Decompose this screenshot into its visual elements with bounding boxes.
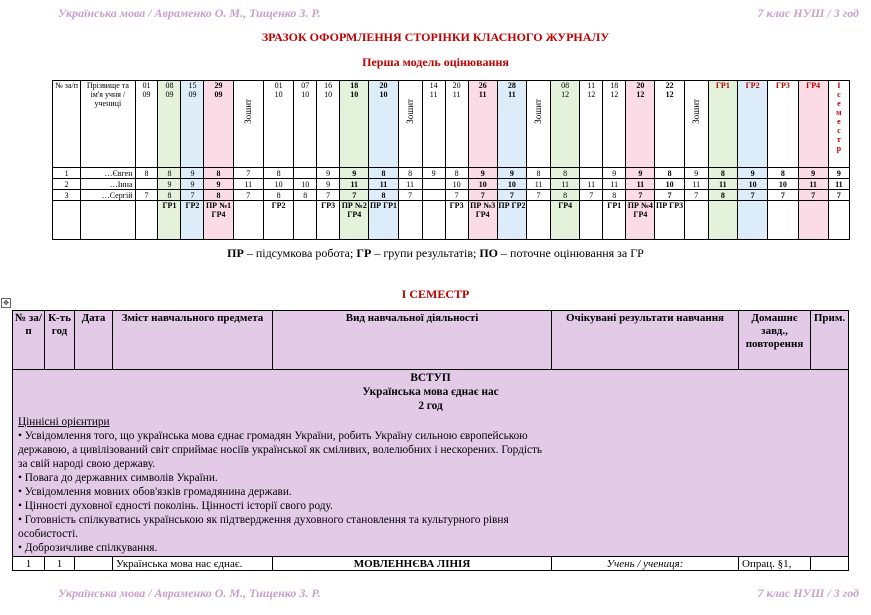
- mark-cell[interactable]: [580, 168, 603, 179]
- header-left: Українська мова / Авраменко О. М., Тищенко З. Р.: [58, 6, 321, 20]
- mark-cell[interactable]: 7: [233, 190, 263, 201]
- journal-head-col: [684, 81, 708, 168]
- mark-cell[interactable]: 8: [603, 190, 626, 201]
- lesson-hours: 1: [45, 557, 75, 571]
- section-hours: 2 год: [418, 400, 443, 412]
- mark-cell[interactable]: 7: [233, 168, 263, 179]
- group-cell: [828, 201, 849, 240]
- group-cell: ПР ГР2: [497, 201, 526, 240]
- journal-head-col: [497, 81, 526, 168]
- mark-cell[interactable]: 9: [828, 168, 849, 179]
- mark-cell[interactable]: 10: [468, 179, 497, 190]
- mark-cell[interactable]: 9: [204, 179, 233, 190]
- page-subtitle: Перша модель оцінювання: [362, 55, 509, 69]
- date-day: 18: [610, 81, 619, 90]
- group-label: ГР2: [745, 81, 760, 90]
- date-month: 10: [379, 90, 388, 99]
- plan-header-content: Зміст навчального предмета: [113, 311, 273, 370]
- date-month: 12: [610, 90, 619, 99]
- plan-header-row: [13, 311, 849, 370]
- mark-cell[interactable]: 8: [708, 190, 737, 201]
- mark-cell[interactable]: 8: [768, 168, 798, 179]
- mark-cell[interactable]: [422, 179, 445, 190]
- mark-cell[interactable]: [135, 179, 158, 190]
- page-footer: [58, 586, 859, 602]
- mark-cell[interactable]: 8: [445, 168, 468, 179]
- mark-cell[interactable]: 7: [655, 190, 684, 201]
- mark-cell[interactable]: [422, 190, 445, 201]
- group-cell: [684, 201, 708, 240]
- date-day: 07: [301, 81, 310, 90]
- mark-cell[interactable]: 9: [737, 168, 767, 179]
- date-month: 11: [478, 90, 487, 99]
- group-cell: [737, 201, 767, 240]
- date-day: 08: [561, 81, 570, 90]
- date-month: 12: [665, 90, 674, 99]
- mark-cell[interactable]: 10: [497, 179, 526, 190]
- plan-table: [12, 310, 849, 571]
- date-day: 22: [665, 81, 674, 90]
- date-month: 12: [636, 90, 645, 99]
- lesson-homework: Опрац. §1,: [739, 557, 811, 571]
- journal-head-col: [181, 81, 204, 168]
- mark-cell[interactable]: 8: [527, 168, 551, 179]
- page-title: ЗРАЗОК ОФОРМЛЕННЯ СТОРІНКИ КЛАСНОГО ЖУРНАЛУ: [261, 30, 610, 44]
- section-intro-cell: [13, 370, 849, 557]
- mark-cell[interactable]: 10: [768, 179, 798, 190]
- date-day: 20: [379, 81, 388, 90]
- group-cell: ГР1: [603, 201, 626, 240]
- lesson-date: [75, 557, 113, 571]
- notebook-label: Зошит: [533, 99, 544, 124]
- journal-head-col: [527, 81, 551, 168]
- value-item: • Готовність спілкуватись українською як підтвердження духовного становлення та культурного рівня особистості.: [18, 514, 509, 540]
- value-item: • Доброзичливе спілкування.: [18, 542, 158, 554]
- groups-empty: [53, 201, 81, 240]
- group-cell: ГР2: [263, 201, 293, 240]
- mark-cell[interactable]: 11: [798, 179, 828, 190]
- mark-cell[interactable]: 7: [768, 190, 798, 201]
- group-cell: [294, 201, 317, 240]
- plan-header-results: Очікувані результати навчання: [552, 311, 739, 370]
- mark-cell[interactable]: [294, 168, 317, 179]
- mark-cell[interactable]: 11: [684, 179, 708, 190]
- date-month: 09: [188, 90, 197, 99]
- student-num: 3: [53, 190, 81, 201]
- journal-head-col: [798, 81, 828, 168]
- mark-cell[interactable]: 7: [798, 190, 828, 201]
- mark-cell[interactable]: 10: [737, 179, 767, 190]
- mark-cell[interactable]: 7: [497, 190, 526, 201]
- mark-cell[interactable]: 8: [551, 190, 580, 201]
- group-cell: ПР №3 ГР4: [468, 201, 497, 240]
- legend: [0, 246, 871, 261]
- mark-cell[interactable]: 8: [158, 190, 181, 201]
- journal-head-name: Прізвище та ім'я учня / учениці: [81, 81, 135, 168]
- journal-head-col: [422, 81, 445, 168]
- mark-cell[interactable]: 9: [158, 179, 181, 190]
- journal-head-col: [551, 81, 580, 168]
- group-cell: [527, 201, 551, 240]
- mark-cell[interactable]: 7: [135, 190, 158, 201]
- section-subtitle: Українська мова єднає нас: [362, 386, 499, 398]
- date-month: 10: [274, 90, 283, 99]
- mark-cell[interactable]: 11: [340, 179, 369, 190]
- value-item: • Цінності духовної єдності поколінь. Цінності історії свого роду.: [18, 500, 333, 512]
- mark-cell[interactable]: 10: [655, 179, 684, 190]
- mark-cell[interactable]: 11: [551, 179, 580, 190]
- journal-head-col: [294, 81, 317, 168]
- mark-cell[interactable]: 9: [181, 168, 204, 179]
- date-month: 10: [301, 90, 310, 99]
- mark-cell[interactable]: 8: [263, 168, 293, 179]
- mark-cell[interactable]: 10: [263, 179, 293, 190]
- journal-head-col: [655, 81, 684, 168]
- legend-pr-text: – підсумкова робота;: [243, 246, 357, 260]
- date-month: 10: [324, 90, 333, 99]
- lesson-results: Учень / учениця:: [552, 557, 739, 571]
- date-month: 09: [214, 90, 223, 99]
- date-day: 20: [636, 81, 645, 90]
- group-cell: ГР1: [158, 201, 181, 240]
- mark-cell[interactable]: 7: [626, 190, 655, 201]
- plan-header-activity: Вид навчальної діяльності: [273, 311, 552, 370]
- plan-header-num: № за/п: [13, 311, 45, 370]
- date-month: 09: [142, 90, 151, 99]
- mark-cell[interactable]: 8: [135, 168, 158, 179]
- header-right: 7 клас НУШ / 3 год: [757, 6, 859, 20]
- journal-head-col: [204, 81, 233, 168]
- student-name: …Сергій: [81, 190, 135, 201]
- mark-cell[interactable]: 9: [422, 168, 445, 179]
- journal-head-col: [398, 81, 422, 168]
- mark-cell[interactable]: 9: [317, 179, 340, 190]
- mark-cell[interactable]: 9: [798, 168, 828, 179]
- mark-cell[interactable]: 9: [181, 179, 204, 190]
- journal-head-col: [737, 81, 767, 168]
- semester-label: І с е м е с т р: [836, 81, 842, 153]
- lesson-num: 1: [13, 557, 45, 571]
- plan-header-hours: К-ть год: [45, 311, 75, 370]
- mark-cell[interactable]: 7: [580, 190, 603, 201]
- value-item: • Повага до державних символів України.: [18, 472, 218, 484]
- date-day: 16: [324, 81, 333, 90]
- student-row: [53, 190, 850, 201]
- mark-cell[interactable]: 8: [398, 168, 422, 179]
- lesson-row: [13, 557, 849, 571]
- date-day: 26: [478, 81, 487, 90]
- plan-header-note: Прим.: [811, 311, 849, 370]
- notebook-label: Зошит: [690, 99, 701, 124]
- mark-cell[interactable]: 9: [468, 168, 497, 179]
- mark-cell[interactable]: 7: [737, 190, 767, 201]
- table-move-handle-icon[interactable]: ✥: [1, 298, 11, 308]
- mark-cell[interactable]: 7: [468, 190, 497, 201]
- student-num: 1: [53, 168, 81, 179]
- group-cell: [580, 201, 603, 240]
- mark-cell[interactable]: 7: [317, 190, 340, 201]
- date-month: 11: [452, 90, 461, 99]
- group-cell: [798, 201, 828, 240]
- journal-head-col: [603, 81, 626, 168]
- journal-head-col: [828, 81, 849, 168]
- notebook-label: Зошит: [404, 99, 415, 124]
- date-month: 09: [165, 90, 174, 99]
- journal-head-col: [768, 81, 798, 168]
- lesson-topic: Українська мова нас єднає.: [113, 557, 273, 571]
- legend-pr: ПР: [227, 246, 244, 260]
- group-cell: ПР №4 ГР4: [626, 201, 655, 240]
- legend-po: ПО: [479, 246, 499, 260]
- group-label: ГР1: [715, 81, 730, 90]
- values-list: [18, 429, 548, 555]
- mark-cell[interactable]: 11: [580, 179, 603, 190]
- student-num: 2: [53, 179, 81, 190]
- group-cell: ПР №2 ГР4: [340, 201, 369, 240]
- mark-cell[interactable]: 11: [828, 179, 849, 190]
- group-cell: ГР3: [317, 201, 340, 240]
- journal-header-row: [53, 81, 850, 168]
- group-cell: ПР ГР3: [655, 201, 684, 240]
- date-day: 14: [429, 81, 438, 90]
- date-day: 01: [274, 81, 283, 90]
- journal-head-col: [626, 81, 655, 168]
- values-heading: Ціннісні орієнтири: [18, 416, 110, 428]
- page-header: [58, 6, 859, 22]
- group-cell: ГР2: [181, 201, 204, 240]
- group-cell: [398, 201, 422, 240]
- journal-head-col: [468, 81, 497, 168]
- student-row: [53, 168, 850, 179]
- date-month: 11: [429, 90, 438, 99]
- mark-cell[interactable]: 8: [708, 168, 737, 179]
- mark-cell[interactable]: 9: [626, 168, 655, 179]
- lesson-note: [811, 557, 849, 571]
- legend-gr-text: – групи результатів;: [371, 246, 480, 260]
- date-day: 18: [350, 81, 359, 90]
- mark-cell[interactable]: 8: [204, 190, 233, 201]
- journal-table: [52, 80, 850, 240]
- legend-gr: ГР: [356, 246, 372, 260]
- student-name: …Євген: [81, 168, 135, 179]
- journal-head-col: [263, 81, 293, 168]
- mark-cell[interactable]: 8: [263, 190, 293, 201]
- group-cell: [135, 201, 158, 240]
- date-month: 12: [587, 90, 596, 99]
- student-row: [53, 179, 850, 190]
- mark-cell[interactable]: 11: [369, 179, 398, 190]
- semester-title: І СЕМЕСТР: [401, 287, 470, 301]
- groups-row: [53, 201, 850, 240]
- legend-po-text: – поточне оцінювання за ГР: [498, 246, 644, 260]
- mark-cell[interactable]: 7: [684, 190, 708, 201]
- group-cell: [422, 201, 445, 240]
- footer-right: 7 клас НУШ / 3 год: [757, 586, 859, 600]
- group-cell: ГР3: [445, 201, 468, 240]
- date-month: 10: [350, 90, 359, 99]
- lesson-activity: МОВЛЕННЄВА ЛІНІЯ: [273, 557, 552, 571]
- mark-cell[interactable]: 8: [655, 168, 684, 179]
- date-month: 11: [508, 90, 516, 99]
- mark-cell[interactable]: 7: [340, 190, 369, 201]
- mark-cell[interactable]: 11: [233, 179, 263, 190]
- journal-head-col: [580, 81, 603, 168]
- groups-empty: [81, 201, 135, 240]
- group-cell: ГР4: [551, 201, 580, 240]
- mark-cell[interactable]: 11: [603, 179, 626, 190]
- section-title: ВСТУП: [410, 372, 451, 384]
- mark-cell[interactable]: 9: [317, 168, 340, 179]
- group-cell: [768, 201, 798, 240]
- group-cell: [233, 201, 263, 240]
- value-item: • Усвідомлення мовних обов'язків громадянина держави.: [18, 486, 292, 498]
- notebook-label: Зошит: [242, 99, 253, 124]
- journal-head-col: [369, 81, 398, 168]
- group-label: ГР4: [806, 81, 821, 90]
- mark-cell[interactable]: 8: [204, 168, 233, 179]
- mark-cell[interactable]: 8: [294, 190, 317, 201]
- journal-head-num: № за/п: [53, 81, 81, 168]
- date-month: 12: [561, 90, 570, 99]
- journal-head-col: [340, 81, 369, 168]
- mark-cell[interactable]: 7: [445, 190, 468, 201]
- plan-header-date: Дата: [75, 311, 113, 370]
- mark-cell[interactable]: 8: [369, 168, 398, 179]
- mark-cell[interactable]: 8: [369, 190, 398, 201]
- mark-cell[interactable]: 11: [398, 179, 422, 190]
- footer-left: Українська мова / Авраменко О. М., Тищенко З. Р.: [58, 586, 321, 600]
- date-day: 01: [142, 81, 151, 90]
- date-day: 20: [452, 81, 461, 90]
- plan-header-homework: Домашнє завд., повторення: [739, 311, 811, 370]
- value-item: • Усвідомлення того, що українська мова єднає громадян України, робить Україну сильною європейською державою, а цивілізований світ сприймає носіїв української як сміливих, волелюбних і нескорених. Гордість за свій народі свою державу.: [18, 430, 543, 470]
- journal-head-col: [135, 81, 158, 168]
- journal-head-col: [158, 81, 181, 168]
- date-day: 28: [507, 81, 516, 90]
- mark-cell[interactable]: 11: [708, 179, 737, 190]
- mark-cell[interactable]: 8: [158, 168, 181, 179]
- section-intro-row: [13, 370, 849, 557]
- journal-head-col: [445, 81, 468, 168]
- mark-cell[interactable]: 8: [551, 168, 580, 179]
- date-day: 11: [587, 81, 596, 90]
- mark-cell[interactable]: 7: [181, 190, 204, 201]
- mark-cell[interactable]: 9: [603, 168, 626, 179]
- date-day: 15: [188, 81, 197, 90]
- mark-cell[interactable]: 11: [626, 179, 655, 190]
- group-cell: ПР ГР1: [369, 201, 398, 240]
- mark-cell[interactable]: 9: [340, 168, 369, 179]
- group-cell: ПР №1 ГР4: [204, 201, 233, 240]
- mark-cell[interactable]: 11: [527, 179, 551, 190]
- mark-cell[interactable]: 7: [527, 190, 551, 201]
- mark-cell[interactable]: 10: [445, 179, 468, 190]
- student-name: …Інна: [81, 179, 135, 190]
- mark-cell[interactable]: 7: [398, 190, 422, 201]
- journal-head-col: [233, 81, 263, 168]
- group-cell: [708, 201, 737, 240]
- mark-cell[interactable]: 10: [294, 179, 317, 190]
- group-label: ГР3: [775, 81, 790, 90]
- date-day: 29: [214, 81, 223, 90]
- mark-cell[interactable]: 9: [497, 168, 526, 179]
- journal-head-col: [708, 81, 737, 168]
- mark-cell[interactable]: 7: [828, 190, 849, 201]
- journal-head-col: [317, 81, 340, 168]
- mark-cell[interactable]: 9: [684, 168, 708, 179]
- date-day: 08: [165, 81, 174, 90]
